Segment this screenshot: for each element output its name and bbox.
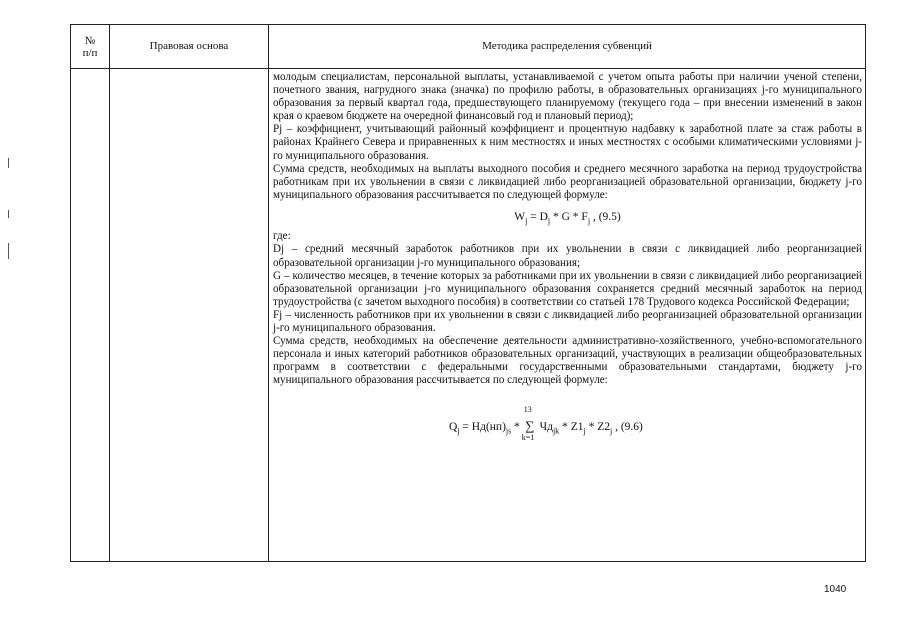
- formula-9-5: $W_j = D_j * G * F_j$ , (9.5): [514, 210, 621, 226]
- margin-mark: [8, 158, 9, 168]
- paragraph-dj: Dj – средний месячный заработок работников при их увольнении в связи с ликвидацией либо реорганизацией образовательной организации j-го муниципального образования;: [273, 243, 862, 269]
- paragraph-pj: Pj – коэффициент, учитывающий районный коэффициент и процентную надбавку к заработной плате за стаж работы в районах Крайнего Севера и приравненных к ним местностях и иных местностях с особыми климатическими условиями j-го муниципального образования.: [273, 123, 862, 162]
- sum-sign: 13 ∑ k=1: [521, 405, 535, 443]
- document-table: [70, 24, 866, 562]
- header-legal-basis: Правовая основа: [110, 25, 269, 69]
- paragraph-g: G – количество месяцев, в течение которых за работниками при их увольнении в связи с ликвидацией либо реорганизацией образовательной организации j-го муниципального образования сохраняется средний месячный заработок на период трудоустройства (с зачетом выходного пособия) в соответствии со статьей 178 Трудового кодекса Российской Федерации;: [273, 269, 862, 308]
- table-row: [71, 69, 866, 562]
- cell-number: [71, 69, 110, 562]
- header-number-line1: №: [84, 34, 96, 47]
- header-number-line2: п/п: [82, 46, 98, 59]
- table-header-row: [71, 25, 866, 69]
- paragraph-staff: Сумма средств, необходимых на обеспечение деятельности административно-хозяйственного, учебно-вспомогательного персонала и иных категорий работников образовательных организаций, участвующих в реализации общеобразовательных программ в соответствии с федеральными государственными образовательными стандартами, бюджету j-го муниципального образования рассчитывается по следующей формуле:: [273, 335, 862, 387]
- margin-mark: [8, 210, 9, 218]
- paragraph-where: где:: [273, 230, 291, 243]
- page-number: 1040: [824, 584, 847, 595]
- margin-mark: [8, 243, 9, 259]
- paragraph-severance: Сумма средств, необходимых на выплаты выходного пособия и среднего месячного заработка на период трудоустройства работникам при их увольнении в связи с ликвидацией либо реорганизацией образовательной организации, бюджету j-го муниципального образования рассчитывается по следующей формуле:: [273, 162, 862, 201]
- cell-legal-basis: [110, 69, 269, 562]
- cell-method: [269, 69, 866, 562]
- header-number: [71, 25, 110, 69]
- formula-9-6: $Q_j = Нд(нп)_{js}$ * 13 ∑ k=1 $Чд_{jk} * Z1_j * Z2_j$ , (9.6): [449, 405, 643, 443]
- paragraph-fj: Fj – численность работников при их увольнении в связи с ликвидацией либо реорганизацией образовательной организации j-го муниципального образования.: [273, 308, 862, 334]
- header-method: Методика распределения субвенций: [269, 25, 866, 69]
- paragraph-continuation: молодым специалистам, персональной выплаты, устанавливаемой с учетом опыта работы при наличии ученой степени, почетного звания, нагрудного знака (значка) по профилю работы, в образовательных организациях j-го муниципального образования за первый квартал года, предшествующего планируемому (текущего года – при внесении изменений в закон края о краевом бюджете на очередной финансовый год и плановый период);: [273, 71, 862, 123]
